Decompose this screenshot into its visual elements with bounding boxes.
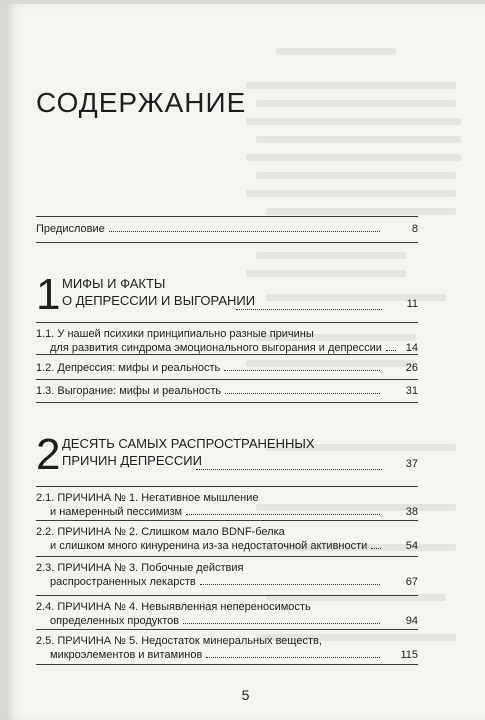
entry-page-number: 8 (411, 223, 418, 235)
toc-entry-2-5[interactable] (36, 634, 418, 662)
leader-dots (109, 231, 380, 232)
toc-entry-1-3[interactable] (36, 384, 418, 398)
chapter-title-line1: МИФЫ И ФАКТЫ (62, 276, 166, 291)
toc-entry-1-2[interactable] (36, 361, 418, 375)
divider (36, 486, 418, 487)
leader-dots (225, 393, 380, 394)
divider (36, 595, 418, 596)
entry-line2: и намеренный пессимизм (50, 506, 183, 518)
chapter-number: 1 (36, 270, 61, 319)
leader-dots (224, 370, 380, 371)
entry-page-number: 94 (405, 615, 418, 627)
leader-dots (186, 514, 380, 515)
toc-title: СОДЕРЖАНИЕ (36, 87, 247, 118)
divider (36, 629, 418, 630)
toc-entry-2-2[interactable] (36, 525, 418, 553)
entry-line1: 1.2. Депрессия: мифы и реальность (36, 362, 221, 374)
entry-label: Предисловие (36, 223, 105, 235)
leader-dots (371, 548, 381, 549)
chapter-title-line1: ДЕСЯТЬ САМЫХ РАСПРОСТРАНЕННЫХ (62, 436, 315, 451)
entry-line1: 2.2. ПРИЧИНА № 2. Слишком мало BDNF-белка (36, 526, 285, 538)
divider (36, 402, 418, 403)
chapter-title-line2: ПРИЧИН ДЕПРЕССИИ (62, 453, 202, 468)
leader-dots (206, 657, 380, 658)
divider (36, 556, 418, 557)
divider (36, 354, 418, 355)
entry-line1: 2.4. ПРИЧИНА № 4. Невыявленная непереносимость (36, 601, 311, 613)
page-number: 5 (241, 687, 250, 703)
entry-line1: 1.1. У нашей психики принципиально разные причины (36, 328, 314, 340)
entry-page-number: 67 (405, 576, 418, 588)
leader-dots (236, 309, 382, 310)
toc-chapter-1[interactable] (36, 270, 418, 320)
entry-line2: микроэлементов и витаминов (50, 649, 203, 661)
divider (36, 664, 418, 665)
entry-line1: 2.1. ПРИЧИНА № 1. Негативное мышление (36, 492, 259, 504)
divider (36, 322, 418, 323)
chapter-title-line2: О ДЕПРЕССИИ И ВЫГОРАНИИ (62, 293, 256, 308)
entry-line2: для развития синдрома эмоционального выгорания и депрессии (50, 342, 382, 354)
entry-line1: 2.3. ПРИЧИНА № 3. Побочные действия (36, 562, 244, 574)
entry-page-number: 54 (405, 540, 418, 552)
divider (36, 379, 418, 380)
chapter-page-number: 11 (406, 298, 418, 310)
divider (36, 520, 418, 521)
entry-page-number: 14 (405, 342, 418, 354)
toc-entry-preface[interactable] (36, 222, 418, 236)
entry-page-number: 38 (405, 506, 418, 518)
leader-dots (386, 350, 396, 351)
toc-chapter-2[interactable] (36, 430, 418, 480)
entry-line2: определенных продуктов (50, 615, 180, 627)
leader-dots (196, 469, 382, 470)
entry-page-number: 31 (405, 385, 418, 397)
chapter-number: 2 (36, 430, 61, 479)
toc-entry-2-4[interactable] (36, 600, 418, 628)
toc-entry-1-1[interactable] (36, 327, 418, 355)
toc-entry-2-3[interactable] (36, 561, 418, 589)
divider (36, 242, 418, 243)
entry-line1: 2.5. ПРИЧИНА № 5. Недостаток минеральных веществ, (36, 635, 322, 647)
toc-entry-2-1[interactable] (36, 491, 418, 519)
leader-dots (200, 584, 380, 585)
entry-line1: 1.3. Выгорание: мифы и реальность (36, 385, 222, 397)
book-page (6, 4, 485, 720)
chapter-page-number: 37 (405, 458, 418, 470)
leader-dots (183, 623, 380, 624)
entry-page-number: 115 (400, 649, 418, 661)
entry-line2: и слишком много кинуренина из-за недостаточной активности (50, 540, 368, 552)
divider (36, 216, 418, 217)
entry-page-number: 26 (405, 362, 418, 374)
entry-line2: распространенных лекарств (50, 576, 196, 588)
